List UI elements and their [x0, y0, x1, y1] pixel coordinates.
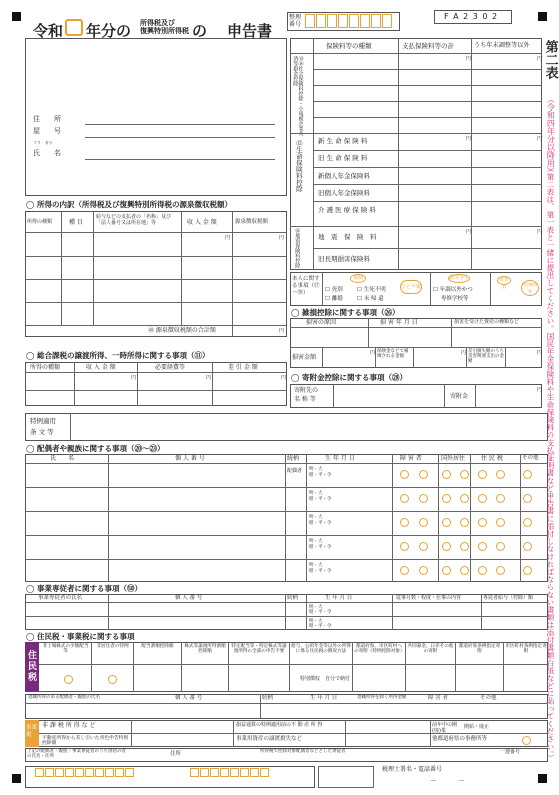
- business-col-salary: 専従者給与（控除）額: [483, 595, 534, 601]
- income-col-item: 種 目: [69, 219, 83, 226]
- income-col-type: 所得の種類: [27, 219, 53, 225]
- resident-col-header: 共同募金、日赤その他の寄附: [407, 644, 454, 655]
- spouse-check-circle[interactable]: [460, 470, 469, 479]
- spouse-check-circle[interactable]: [523, 542, 532, 551]
- disaster-col-asset: 損害を受けた資産の種類など: [454, 319, 520, 325]
- spouse-era: 明・大 昭・平・令: [309, 539, 332, 550]
- insurance-col-yearend: うち年末調整等以外: [474, 42, 530, 49]
- spouse-era: 明・大 昭・平・令: [309, 467, 332, 478]
- year-suffix: 年分の: [86, 22, 132, 40]
- income-total-yen: 円: [279, 328, 285, 334]
- widow-option-3[interactable]: ☐ 離婚: [325, 296, 343, 302]
- address-box: [25, 38, 287, 196]
- ins-row[interactable]: [313, 201, 542, 202]
- resident-col-divider: [352, 642, 353, 692]
- resident-circle[interactable]: [64, 675, 73, 684]
- kafu-circle[interactable]: 寡婦: [350, 274, 366, 283]
- year-input[interactable]: [65, 19, 83, 36]
- business-title: ◯ 事業専従者に関する事項（㊿）: [26, 584, 143, 593]
- enterprise-nontax: 非 課 税 所 得 な ど: [42, 722, 96, 729]
- spouse-check-circle[interactable]: [523, 494, 532, 503]
- social-insurance-label: ⑬⑭社会保険料控除・小規模企業共済等掛金控除: [292, 56, 304, 136]
- income-yen-1: 円: [225, 235, 231, 241]
- income-detail-table: [25, 211, 287, 337]
- resident-col-header: 非居住者の特例: [96, 644, 129, 649]
- retirement-label: 退職所得のある配偶者・親族の氏名: [28, 695, 100, 700]
- spouse-era: 明・大 昭・平・令: [309, 491, 332, 502]
- spouse-row[interactable]: [25, 511, 548, 512]
- widow-option-1[interactable]: ☐ 死別: [325, 287, 343, 293]
- bottom-address-label: 住所: [170, 751, 182, 757]
- insurance-col-type: 保険料等の種類: [326, 42, 372, 50]
- donation-dest-1: 寄附先の: [294, 387, 319, 394]
- spouse-col-relation: 続柄: [287, 455, 300, 462]
- spouse-check-circle[interactable]: [400, 470, 409, 479]
- resident-col-header: 株式等譲渡所得割額控除額: [184, 644, 226, 655]
- resident-col-header: 給与、公的年金等以外の所得に係る住民税の徴収方法: [291, 644, 351, 655]
- transfer-yen: 円: [131, 375, 137, 381]
- spouse-check-circle[interactable]: [478, 470, 487, 479]
- spouse-check-circle[interactable]: [419, 542, 428, 551]
- no-label: の: [192, 22, 208, 40]
- resident-label: 住民税: [28, 651, 38, 683]
- spouse-check-circle[interactable]: [419, 494, 428, 503]
- widow-option-4[interactable]: ☐ 未 帰 還: [357, 296, 384, 302]
- student-circle[interactable]: 勤労学生: [449, 275, 470, 281]
- student-option-2: 専修学校等: [441, 296, 469, 302]
- spouse-check-circle[interactable]: [400, 566, 409, 575]
- resident-circle[interactable]: [108, 675, 117, 684]
- transfer-col-type: 所得の種類: [30, 364, 61, 371]
- yago-line[interactable]: [85, 137, 275, 138]
- insurance-col-paid: 支払保険料等の計: [402, 42, 454, 50]
- income-total-label: ㊽ 源泉徴収税額の合計額: [148, 327, 216, 334]
- ins-item-old-longterm: 旧長期損害保険料: [318, 255, 370, 263]
- special-provision-box[interactable]: [25, 413, 548, 441]
- retirement-number: 個 人 番 号: [175, 695, 203, 701]
- tax-accountant-tel[interactable]: － －: [430, 777, 465, 785]
- social-row[interactable]: [313, 85, 542, 86]
- insurance-yen: 円: [466, 56, 472, 62]
- disabled-circle[interactable]: 障害者: [497, 276, 511, 285]
- seiri-label: 整理番号: [289, 14, 302, 28]
- business-row[interactable]: [25, 616, 548, 617]
- shimei-label: 氏 名: [33, 149, 61, 157]
- income-col-amount: 収 入 金 額: [187, 219, 217, 226]
- retirement-other: その他: [480, 695, 497, 701]
- transfer-col-expense: 必要経費等: [155, 364, 186, 371]
- disaster-col-date: 損 害 年 月 日: [380, 319, 418, 326]
- spouse-check-circle[interactable]: [460, 494, 469, 503]
- transfer-yen: 円: [281, 375, 287, 381]
- resident-choice: 特別徴収 自分で納付: [300, 676, 351, 682]
- social-row[interactable]: [313, 101, 542, 102]
- spouse-check-circle[interactable]: [419, 566, 428, 575]
- special-label-2: 条 文 等: [30, 428, 54, 436]
- spouse-check-circle[interactable]: [442, 518, 451, 527]
- spouse-col-overseas: 国外居住: [441, 455, 466, 462]
- address-line[interactable]: [85, 124, 275, 125]
- income-row[interactable]: [25, 279, 287, 280]
- footer-code-cells: [35, 768, 134, 777]
- income-col-tax: 源泉徴収税額: [235, 219, 269, 225]
- tax-accountant-label: 税理士署名・電話番号: [382, 766, 443, 773]
- resident-col-divider: [91, 642, 92, 692]
- spouse-check-circle[interactable]: [400, 494, 409, 503]
- resident-col-divider: [289, 642, 290, 692]
- hitori-circle[interactable]: ひとり親: [400, 280, 422, 294]
- donation-amount-label: 寄附金: [450, 393, 469, 400]
- transfer-title: ◯ 総合課税の譲渡所得、一時所得に関する事項（⑪）: [26, 351, 210, 360]
- resident-col-divider: [133, 642, 134, 692]
- insurance-yen: 円: [537, 56, 543, 62]
- spouse-check-circle[interactable]: [523, 566, 532, 575]
- retirement-row: [25, 694, 548, 719]
- retirement-relation: 続柄: [262, 695, 274, 701]
- enterprise-other-pref: 他都道府県の事務所等: [432, 736, 488, 742]
- transfer-yen: 円: [206, 375, 212, 381]
- spouse-check-circle[interactable]: [496, 494, 505, 503]
- resident-col-header: 都道府県、市区町村への寄附（特例控除対象）: [354, 644, 405, 655]
- social-row[interactable]: [313, 117, 542, 118]
- furigana-label: フリ ガナ: [33, 140, 53, 145]
- spouse-col-resident: 住 民 税: [481, 455, 503, 462]
- corner-mark-tl: [12, 12, 21, 21]
- resident-col-divider: [455, 642, 456, 692]
- spouse-check-circle[interactable]: [523, 518, 532, 527]
- footer-stamp-box: [318, 766, 374, 788]
- income-yen-2: 円: [279, 235, 285, 241]
- business-era-1: 明・大 昭・平・令: [309, 605, 332, 615]
- ins-item-old-pension: 旧個人年金保険料: [318, 189, 370, 197]
- business-col-name: 事業専従者の氏名: [38, 595, 83, 601]
- special-disabled-circle[interactable]: 特別障害者: [522, 282, 538, 294]
- spouse-check-circle[interactable]: [496, 470, 505, 479]
- enterprise-blue: 不動産所得から差し引いた青色申告特別控除額: [42, 736, 129, 746]
- spouse-row[interactable]: [25, 559, 548, 560]
- spouse-check-circle[interactable]: [442, 470, 451, 479]
- donation-table: [290, 384, 542, 408]
- social-row[interactable]: [313, 69, 542, 70]
- spouse-title: ◯ 配偶者や親族に関する事項（⑳～㉓）: [26, 444, 165, 453]
- business-col-relation: 続柄: [287, 595, 299, 601]
- disaster-title: ◯ 雑損控除に関する事項（㉖）: [291, 308, 400, 317]
- spouse-row[interactable]: [25, 487, 548, 488]
- spouse-check-circle[interactable]: [496, 542, 505, 551]
- disaster-col-cause: 損害の原因: [306, 319, 337, 326]
- retirement-disabled: 障 害 者: [428, 695, 448, 701]
- reiwa-label: 令和: [33, 22, 64, 40]
- ins-row[interactable]: [313, 167, 542, 168]
- spouse-col-number: 個 人 番 号: [175, 455, 205, 462]
- tax-name: 所得税及び 復興特別所得税: [140, 19, 189, 35]
- spouse-check-circle[interactable]: [442, 566, 451, 575]
- resident-col-divider: [503, 642, 504, 692]
- ins-item-new-life: 新 生 命 保 険 料: [318, 137, 368, 145]
- enterprise-realestate: 損益通算の特例適用前の不 動 産 所 得: [236, 722, 323, 728]
- spouse-label: 配偶者: [287, 468, 303, 474]
- seiri-cells: [305, 14, 392, 28]
- resident-col-header: 都道府県条例指定寄附: [458, 644, 501, 655]
- spouse-check-circle[interactable]: [496, 566, 505, 575]
- disaster-deduct-label: 差引損失額のうち災害関連支出の金額: [468, 349, 504, 364]
- yago-label: 屋 号: [33, 127, 61, 135]
- income-col-payer: 給与などの支払者の「名称」及び「法人番号又は所在地」等: [96, 214, 172, 226]
- special-label-1: 特例適用: [30, 417, 56, 425]
- enterprise-circle[interactable]: [522, 736, 531, 745]
- income-row[interactable]: [25, 256, 287, 257]
- ins-row[interactable]: [313, 150, 542, 151]
- spouse-check-circle[interactable]: [523, 470, 532, 479]
- spouse-era: 明・大 昭・平・令: [309, 515, 332, 526]
- spouse-col-birth: 生 年 月 日: [325, 455, 355, 462]
- spouse-check-circle[interactable]: [478, 494, 487, 503]
- ins-item-care: 介 護 医 療 保 険 料: [318, 206, 376, 214]
- resident-col-header: 市区町村条例指定寄附: [505, 644, 547, 655]
- spouse-row[interactable]: [25, 535, 548, 536]
- spouse-check-circle[interactable]: [400, 518, 409, 527]
- income-detail-title: ◯ 所得の内訳（所得税及び復興特別所得税の源泉徴収税額）: [26, 200, 233, 209]
- resident-col-divider: [228, 642, 229, 692]
- name-line[interactable]: [85, 159, 275, 160]
- quake-label: ⑯地震保険料控除: [294, 228, 301, 268]
- resident-title: ◯ 住民税・事業税に関する事項: [26, 632, 135, 641]
- spouse-col-name: 氏 名: [50, 455, 75, 462]
- spouse-check-circle[interactable]: [442, 542, 451, 551]
- bottom-separate-label: 上記の配偶者・親族・事業専従者のうち別居の者の氏名・住所: [27, 749, 126, 759]
- form-code: F A 2 3 0 2: [444, 12, 499, 21]
- enterprise-open: 前年中の開(廃)業: [432, 722, 458, 734]
- spouse-check-circle[interactable]: [442, 494, 451, 503]
- resident-col-header: 配当割額控除額: [141, 644, 174, 649]
- transfer-col-diff: 差 引 金 額: [228, 364, 258, 371]
- corner-mark-bl: [12, 774, 21, 783]
- business-era-2: 明・大 昭・平・令: [309, 619, 332, 629]
- ins-row[interactable]: [313, 248, 542, 249]
- side-title: 第二表: [542, 40, 558, 79]
- spouse-era: 明・大 昭・平・令: [309, 563, 332, 574]
- report-label: 申告書: [227, 22, 273, 40]
- spouse-check-circle[interactable]: [400, 542, 409, 551]
- business-col-number: 個 人 番 号: [175, 595, 203, 601]
- donation-dest-2: 名 称 等: [294, 396, 316, 403]
- widow-option-2[interactable]: ☐ 生死不明: [357, 287, 386, 293]
- enterprise-open-opts: 開始・廃止: [464, 724, 490, 730]
- spouse-col-other: その他: [522, 455, 539, 461]
- spouse-check-circle[interactable]: [460, 542, 469, 551]
- disaster-amount-label: 損害金額: [292, 354, 317, 361]
- business-col-work: 従事月数・程度・仕事の内容: [396, 595, 462, 601]
- transfer-col-income: 収 入 金 額: [86, 364, 116, 371]
- person-label: 本人に関する事項（⑰～⑳）: [292, 276, 320, 296]
- spouse-check-circle[interactable]: [460, 566, 469, 575]
- bottom-shitei-label: 所得税で控除対象配偶者などとした専従者: [260, 749, 346, 754]
- jusho-label: 住 所: [33, 115, 61, 123]
- enterprise-asset: 事業用資産の譲渡損失など: [236, 736, 303, 742]
- income-row[interactable]: [25, 302, 287, 303]
- spouse-check-circle[interactable]: [460, 518, 469, 527]
- retirement-birth: 生 年 月 日: [310, 695, 338, 701]
- ins-item-old-life: 旧 生 命 保 険 料: [318, 154, 368, 162]
- spouse-check-circle[interactable]: [478, 518, 487, 527]
- resident-col-divider: [181, 642, 182, 692]
- spouse-check-circle[interactable]: [478, 542, 487, 551]
- side-note: （第二表は、第一表と一緒に提出してください。国民年金保険料や生命保険料の支払証明書など申告書に添付しなければならない書類は添付書類台紙などに貼ってください。）: [545, 165, 555, 762]
- footer-code-cells-2: [190, 768, 269, 777]
- ins-item-new-pension: 新個人年金保険料: [318, 172, 370, 180]
- life-insurance-label: ⑮生命保険料控除: [294, 140, 303, 192]
- corner-mark-br: [538, 774, 547, 783]
- disaster-insured-label: 保険金などで補塡される金額: [377, 349, 409, 359]
- side-subtitle: （令和四年分以降用）: [546, 95, 556, 175]
- spouse-check-circle[interactable]: [496, 518, 505, 527]
- spouse-check-circle[interactable]: [419, 518, 428, 527]
- enterprise-label: 事業税: [26, 725, 38, 738]
- corner-mark-tr: [538, 12, 547, 21]
- ins-item-earthquake: 地 震 保 険 料: [318, 233, 377, 241]
- spouse-check-circle[interactable]: [478, 566, 487, 575]
- retirement-income: 退職所得を除く所得金額: [357, 695, 407, 700]
- spouse-check-circle[interactable]: [419, 470, 428, 479]
- bottom-serial-label: 一連番号: [500, 749, 521, 755]
- resident-col-divider: [405, 642, 406, 692]
- business-col-birth: 生 年 月 日: [325, 595, 353, 601]
- spouse-col-disabled: 障 害 者: [400, 455, 422, 462]
- resident-col-header: 特定配当等・特定株式等譲渡所得の全部の申告不要: [231, 644, 287, 655]
- student-option[interactable]: ☐ 年調以外かつ: [433, 287, 473, 293]
- donation-title: ◯ 寄附金控除に関する事項（㉘）: [291, 373, 408, 382]
- resident-col-header: 非上場株式の少額配当等: [42, 644, 89, 655]
- ins-row[interactable]: [313, 184, 542, 185]
